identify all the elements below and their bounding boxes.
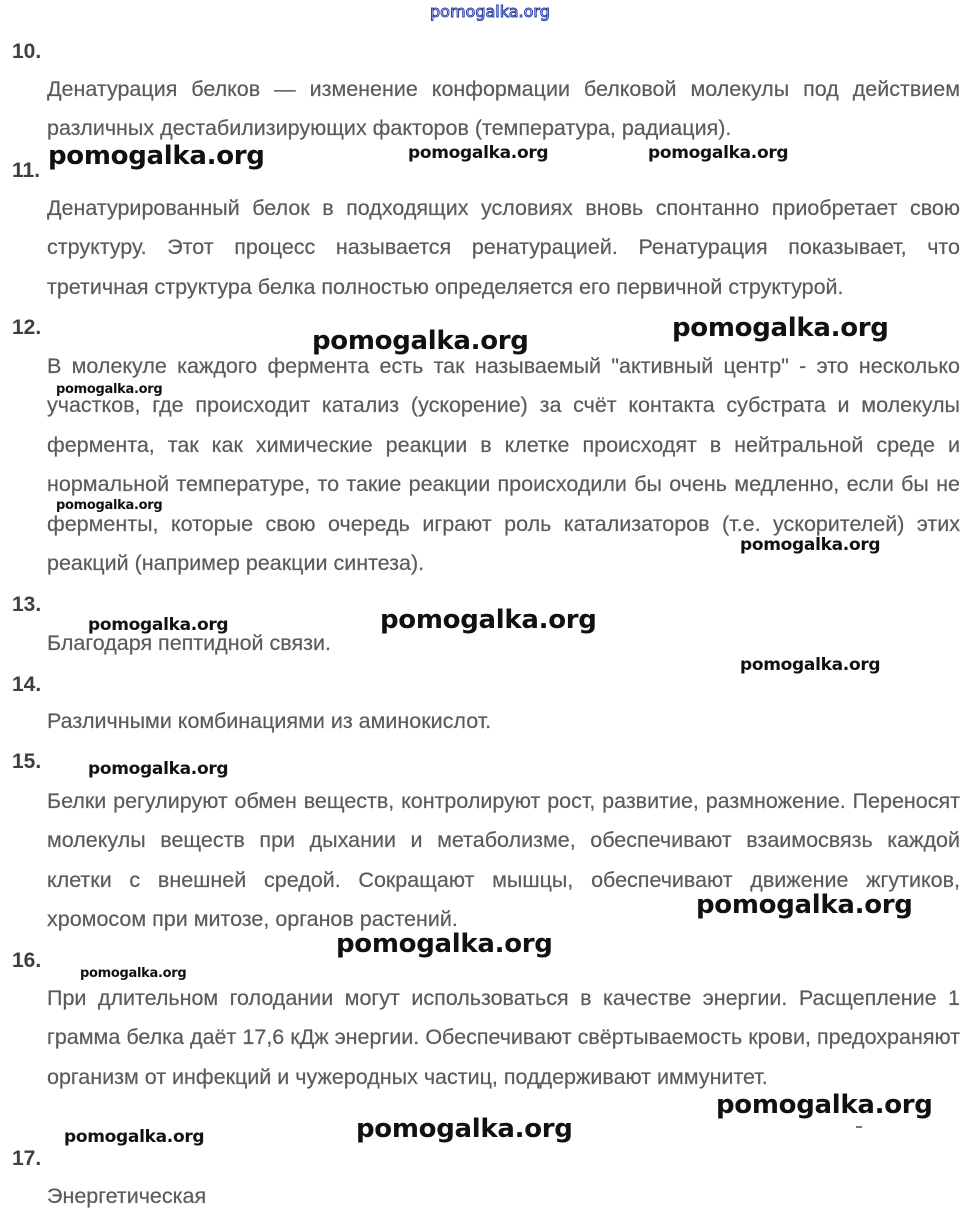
watermark: pomogalka.org [88,615,229,635]
watermark: pomogalka.org [80,966,187,981]
answer-text-11: Денатурированный белок в подходящих условиях вновь спонтанно приобретает свою структуру. Этот процесс называется ренатурацией. Ренатурация показывает, что третичная структура белка полностью определяется его первичной структурой. [47,196,960,299]
answer-number-16: 16. [12,949,42,972]
watermark: pomogalka.org [56,382,163,397]
answer-number-14: 14. [12,673,42,696]
answer-text-13: Благодаря пептидной связи. [47,631,331,655]
answer-number-15: 15. [12,750,42,773]
watermark: pomogalka.org [740,655,881,675]
answer-number-11: 11. [12,159,41,182]
header-watermark: pomogalka.org [430,2,550,21]
answer-text-12: В молекуле каждого фермента есть так называемый "активный центр" - это несколько участков, где происходит катализ (ускорение) за счёт контакта субстрата и молекулы фермента, так как химические реакции в клетке происходят в нейтральной среде и нормальной температуре, то такие реакции происходили бы очень медленно, если бы не ферменты, которые свою очередь играют роль катализаторов (т.е. ускорителей) этих реакций (например реакции синтеза). [47,354,960,576]
watermark: pomogalka.org [696,890,913,920]
watermark: pomogalka.org [312,326,529,356]
stray-mark [856,1126,862,1128]
answer-text-16: При длительном голодании могут использоваться в качестве энергии. Расщепление 1 грамма белка даёт 17,6 кДж энергии. Обеспечивают свёртываемость крови, предохраняют организм от инфекций и чужеродных частиц, поддерживают иммунитет. [47,986,960,1089]
watermark: pomogalka.org [336,929,553,959]
watermark: pomogalka.org [740,535,881,555]
watermark: pomogalka.org [716,1090,933,1120]
answer-text-17: Энергетическая [47,1184,207,1208]
answer-text-10: Денатурация белков — изменение конформации белковой молекулы под действием различных дестабилизирующих факторов (температура, радиация). [47,77,960,141]
watermark: pomogalka.org [64,1127,205,1147]
watermark: pomogalka.org [408,143,549,163]
watermark: pomogalka.org [356,1114,573,1144]
watermark: pomogalka.org [48,141,265,171]
watermark: pomogalka.org [648,143,789,163]
answer-text-14: Различными комбинациями из аминокислот. [47,709,492,733]
watermark: pomogalka.org [672,313,889,343]
answer-number-13: 13. [12,593,42,616]
answer-number-17: 17. [12,1147,42,1170]
watermark: pomogalka.org [56,498,163,513]
answer-number-10: 10. [12,40,42,63]
watermark: pomogalka.org [380,605,597,635]
watermark: pomogalka.org [88,759,229,779]
answer-number-12: 12. [12,316,42,339]
answer-text-15: Белки регулируют обмен веществ, контролируют рост, развитие, размножение. Переносят молекулы веществ при дыхании и метаболизме, обеспечивают взаимосвязь каждой клетки с внешней средой. Сокращают мышцы, обеспечивают движение жгутиков, хромосом при митозе, органов растений. [47,789,960,932]
